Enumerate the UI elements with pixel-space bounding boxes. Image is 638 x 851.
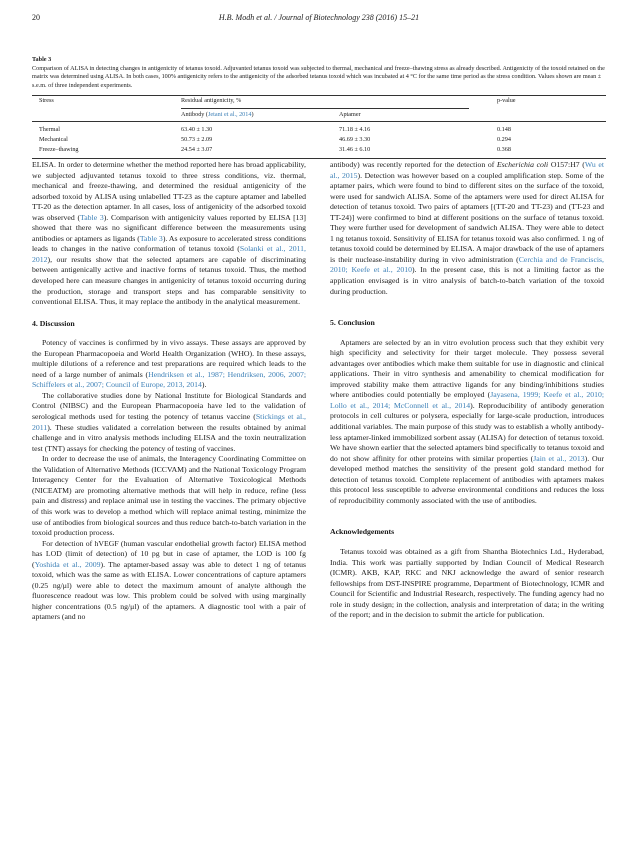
citation-link[interactable]: Hendriksen et al., 1987; Hendriksen, 2006, 2007; Schiffelers et al., 2007; Council of Europe, 2013, 2014 <box>32 369 306 390</box>
citation-link[interactable]: Table 3 <box>139 233 163 243</box>
citation-link[interactable]: Jayasena, 1999; Keefe et al., 2010; Lollo et al., 2014; McConnell et al., 2014 <box>330 390 605 410</box>
body-text: The collaborative studies done by National Institute for Biological Standards and Control (NIBSC) and the European Pharmacopoeia have led to the validation of serological methods used for testing the potency of tetanus vaccine ( <box>32 390 306 422</box>
table-subheader-rule <box>181 108 469 109</box>
body-text: Aptamers are selected by an in vitro evolution process such that they exhibit very high specificity and selectivity for their target molecule. They possess several advantages over antibodies which make them suitable for use in diagnostic and clinical applications. Their in vitro synthesis and amenability to chemical modification for improved stability make them attractive ligands for any binding/inhibitions studies where antibodies could potentially be employed ( <box>330 337 604 400</box>
table-cell-antibody: 63.40 ± 1.30 <box>181 126 213 133</box>
table-caption-text: Comparison of ALISA in detecting changes in antigenicity of tetanus toxoid. Adjuvanted tetanus toxoid was subjected to thermal, mechanical and freeze–thawing stress as already described. Antigenicity of the toxoid retained on the matrix was determined using ALISA. In both cases, 100% antigenicity refers to the antigenicity of the adsorbed tetanus toxoid which was incubated at 4 °C for the same time period as the stress condition. Values shown are mean ± s.e.m. of three independent experiments. <box>32 64 605 89</box>
conclusion-heading: 5. Conclusion <box>330 318 375 328</box>
body-text: ). Reproducibility of antibody generation protocols in cell cultures or polysera, especially for large-scale production, introduces additional variables. The main purpose of this study was to establish a wholly antibody-less aptamer-linked immobilized sorbent assay (ALISA) for detection of tetanus toxoid. We have shown earlier that the selected aptamers bind specifically to tetanus toxoid and do not show affinity for other proteins with similar properties ( <box>330 400 605 463</box>
discussion-paragraph-4 <box>32 539 306 623</box>
table-label: Table 3 <box>32 56 52 63</box>
body-text: In order to decrease the use of animals, the Interagency Coordinating Committee on the Validation of Alternative Methods (ICCVAM) and the National Toxicology Program Interagency Center for the Evaluation of Alternative Toxicological Methods (NICEATM) are promoting alternative methods that will help in reduce, refine (less pain and distress) and replace animal use in testing the vaccines. The primary objective of this work was to develop a method which will replace animal testing, minimize the use of antibodies from biological sources and thus reduce batch-to-batch variation in the toxoid production process. <box>32 454 306 538</box>
table-cell-stress: Thermal <box>39 126 60 133</box>
left-column <box>32 160 306 623</box>
body-text: antibody) was recently reported for the detection of <box>330 160 497 169</box>
body-text: ). Our developed method matches the sensitivity of the present gold standard method for detection of tetanus toxoid. Complete replacement of antibodies with aptamers makes this protocol less susceptible to adverse environmental conditions and reduces the loss of reproducibility commonly associated with the use of antibodies. <box>330 453 605 505</box>
body-text: ). As exposure to accelerated stress conditions leads to changes in the native conformation of tetanus toxoid ( <box>32 233 306 254</box>
table-cell-antibody: 50.73 ± 2.09 <box>181 136 213 143</box>
acknowledgements-heading: Acknowledgements <box>330 527 395 537</box>
citation-link[interactable]: Yoshida et al., 2009 <box>34 559 101 569</box>
discussion-heading: 4. Discussion <box>32 318 75 328</box>
citation-link[interactable]: Solanki et al., 2011, 2012 <box>32 244 306 264</box>
body-text: ). These studies validated a correlation between the results obtained by animal challenge and in vitro analysis methods including ELISA and the toxin neutralization test (TNT) assays for checking the potency of testing of vaccines. <box>32 422 306 453</box>
discussion-paragraph-3 <box>32 454 306 538</box>
italic-text: Escherichia coli <box>496 160 549 169</box>
citation-link[interactable]: Wu et al., 2015 <box>330 160 604 180</box>
conclusion-paragraph <box>330 338 604 507</box>
table-header-stress: Stress <box>39 97 54 104</box>
table-cell-stress: Freeze–thawing <box>39 146 79 153</box>
table-cell-aptamer: 31.46 ± 6.10 <box>339 146 371 153</box>
body-text: ), our results show that the selected aptamers are capable of discriminating between antigenically active and inactive forms of tetanus toxoid. Thus, the method developed here can measure changes in antigenicity of tetanus toxoid occurring during the production, storage and transport steps and has comparable sensitivity to conventional ELISA. Thus, it may replace the antibody in the analytical measurement. <box>32 254 306 307</box>
table-cell-stress: Mechanical <box>39 136 68 143</box>
citation-link[interactable]: Cerchia and de Franciscis, 2010; Keefe et al., 2010 <box>330 254 604 275</box>
body-text: O157:H7 ( <box>548 160 585 169</box>
acknowledgements-paragraph <box>330 547 604 621</box>
table-cell-p: 0.148 <box>497 126 511 133</box>
discussion-paragraph-5 <box>330 160 604 297</box>
discussion-paragraph-1 <box>32 338 306 391</box>
table-cell-p: 0.368 <box>497 146 511 153</box>
table-bottom-rule <box>32 158 606 159</box>
table-subheader-antibody: Antibody (Jetani et al., 2014) <box>181 111 254 118</box>
body-text: ). Detection was however based on a coupled amplification step. Some of the aptamer pairs, which were found to bind to different sites on the surface of the toxoid, were used for sandwich ALISA. Some of the aptamers were used for direct ALISA for detection of tetanus toxoid. Two pairs of aptamers [(TT-20 and TT-23) and (TT-23 and TT-24)] were confirmed to bind at different positions on the surface of tetanus toxoid. They were further used for development of sandwich ALISA. They were able to detect 1 ng tetanus toxoid. Sensitivity of ELISA for tetanus toxoid was also confirmed. 1 ng of tetanus toxoid could be determined by ELISA. A major drawback of the use of aptamers is their nuclease-instability during in vivo administration ( <box>330 170 604 264</box>
table-subheader-aptamer: Aptamer <box>339 111 361 118</box>
body-text: ). <box>201 380 207 390</box>
citation-link[interactable]: Jain et al., 2013 <box>533 453 585 463</box>
body-text: ELISA. In order to determine whether the method reported here has broad applicability, we subjected adjuvanted tetanus toxoid to three stress conditions, viz. thermal, mechanical and freeze-thawing, and determined the residual antigenicity of the adsorbed toxoid by ALISA using unlabelled TT-23 as the capture aptamer and labelled TT-20 as the detection aptamer. In all cases, loss of antigenicity of the adsorbed toxoid was observed ( <box>32 160 306 222</box>
table-cell-antibody: 24.54 ± 3.07 <box>181 146 213 153</box>
body-text: ). The aptamer-based assay was able to detect 1 ng of tetanus toxoid, which was the same as with ELISA. Lower concentrations of capture aptamers (0.25 ng/μl) were able to detect the maximum amount of analyte although the fluorescence readout was low. This problem could be solved with using marginally higher concentrations (0.5 ng/μl) of the aptamers. A diagnostic tool with a pair of aptamers (and no <box>32 559 306 622</box>
page-number: 20 <box>32 13 40 22</box>
body-text: Tetanus toxoid was obtained as a gift from Shantha Biotechnics Ltd., Hyderabad, India. This work was partially supported by Indian Council of Medical Research (ICMR). AKB, KAP, RKC and NKJ acknowledge the award of senior research fellowships from DST-INSPIRE programme, Department of Biotechnology, ICMR and Council for Scientific and Industrial Research, respectively. The funding agency had no role in study design; in the collection, analysis and interpretation of data; in the writing of the report; and in the decision to submit the article for publication. <box>330 546 604 620</box>
table-cell-aptamer: 46.69 ± 3.30 <box>339 136 371 143</box>
table-header-residual: Residual antigenicity, % <box>181 97 242 104</box>
table-top-rule <box>32 95 606 96</box>
table-cell-aptamer: 71.18 ± 4.16 <box>339 126 371 133</box>
table-caption <box>32 56 606 90</box>
results-paragraph <box>32 160 306 308</box>
body-text: For detection of hVEGF (human vascular endothelial growth factor) ELISA method has LOD (limit of detection) of 10 pg but in case of aptamer, the LOD is 100 fg ( <box>32 538 306 569</box>
citation-link[interactable]: Table 3 <box>80 212 104 222</box>
discussion-paragraph-2 <box>32 391 306 454</box>
table-header-pvalue: p-value <box>497 97 516 104</box>
table-mid-rule <box>32 121 606 122</box>
body-text: ). In the present case, this is not a limiting factor as the application envisaged is in vitro analysis of batch-to-batch variation of the toxoid during production. <box>330 265 604 296</box>
table-cell-p: 0.294 <box>497 136 511 143</box>
body-text: Potency of vaccines is confirmed by in vivo assays. These assays are approved by the European Pharmacopoeia and World Health Organization (WHO). In these assays, multiple dilutions of a reference and test preparations are required which leads to the need of a large number of animals ( <box>32 338 306 379</box>
right-column <box>330 160 604 621</box>
table-citation-link[interactable]: Jetani et al., 2014 <box>207 111 252 118</box>
journal-citation: H.B. Modh et al. / Journal of Biotechnology 238 (2016) 15–21 <box>218 13 420 22</box>
citation-link[interactable]: Stickings et al., 2011 <box>32 412 306 432</box>
body-text: ). Comparison with antigenicity values reported by ELISA [13] showed that there was no significant difference between the measurements using antibodies or aptamers as ligands ( <box>32 212 306 243</box>
